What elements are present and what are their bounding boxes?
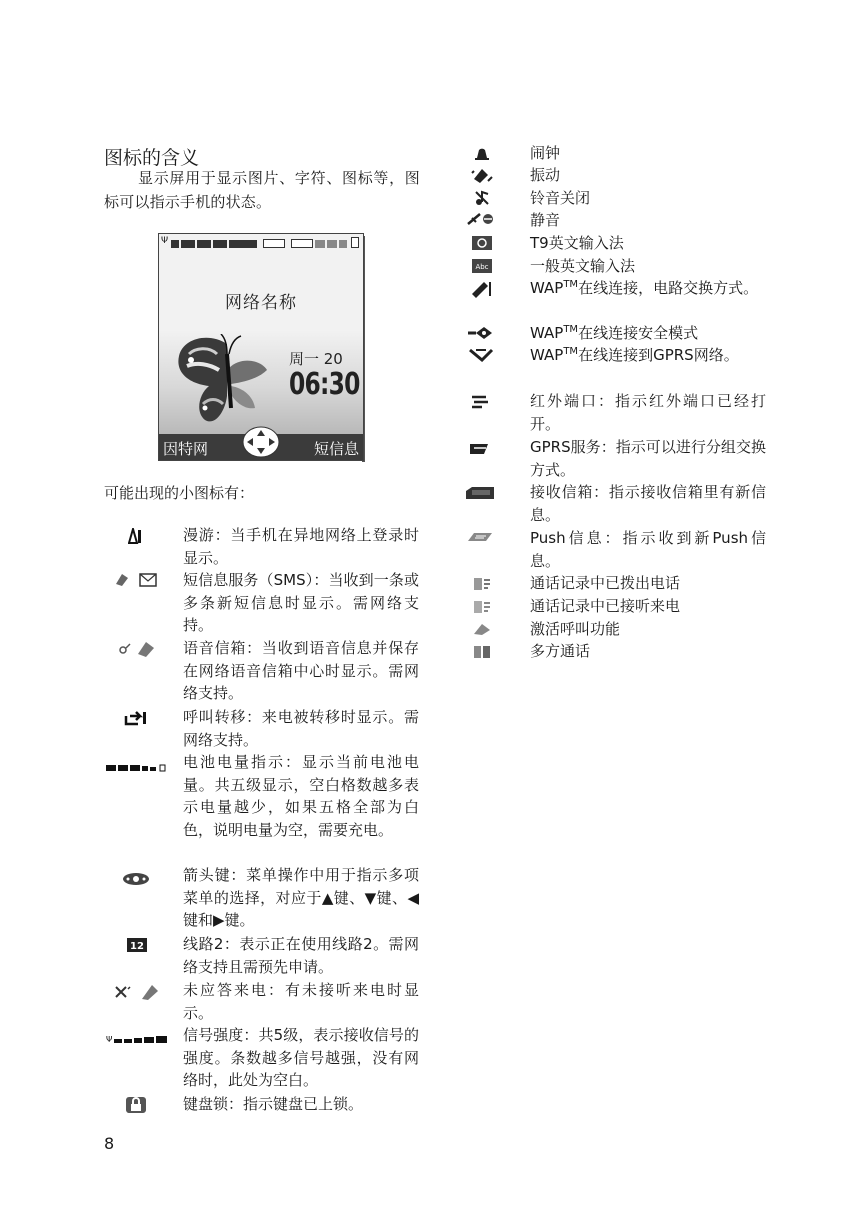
push-icon	[466, 531, 494, 543]
ringer-off-icon	[474, 190, 490, 206]
vibrate-icon	[470, 167, 494, 183]
gprs-icon	[468, 440, 490, 456]
svg-text:Abc: Abc	[475, 263, 489, 271]
right-icon-desc-wap-online: WAP™在线连接，电路交换方式。	[530, 279, 759, 297]
left-icon-desc-roaming: 漫游：当手机在异地网络上登录时显示。	[183, 526, 419, 567]
right-icon-desc-t9: T9英文输入法	[530, 234, 624, 252]
page-number: 8	[104, 1134, 115, 1153]
date-display: 周一 20	[289, 350, 343, 368]
left-icon-desc-arrow-key: 箭头键：菜单操作中用于指示多项菜单的选择，对应于▲键、▼键、◀键和▶键。	[183, 866, 419, 929]
infrared-icon	[470, 394, 490, 410]
right-icon-desc-active-call: 激活呼叫功能	[530, 620, 621, 638]
sms-icon	[114, 572, 158, 588]
status-bar	[159, 234, 363, 250]
keypad-lock-icon	[126, 1097, 146, 1113]
antenna-icon: Ψ	[161, 236, 169, 246]
alarm-icon	[474, 146, 490, 160]
left-icon-desc-call-divert: 呼叫转移：来电被转移时显示。需网络支持。	[183, 708, 419, 749]
signal-strength-icon	[106, 1034, 168, 1044]
right-icon-desc-alarm: 闹钟	[530, 144, 561, 162]
inbox-icon	[464, 485, 496, 501]
missed-call-icon	[114, 983, 160, 1001]
left-softkey[interactable]: 因特网	[163, 440, 209, 458]
right-icon-desc-received-call: 通话记录中已接听来电	[530, 597, 681, 615]
left-icon-desc-battery: 电池电量指示：显示当前电池电量。共五级显示，空白格数越多表示电量越少，如果五格全部为白色，说明电量为空，需要充电。	[183, 753, 419, 839]
navigation-key-icon[interactable]	[241, 424, 281, 460]
right-icon-desc-conference: 多方通话	[530, 642, 591, 660]
phone-screen	[158, 233, 364, 461]
left-icon-desc-missed-call: 未应答来电：有未接听来电时显示。	[183, 981, 419, 1022]
wap-secure-icon	[466, 326, 496, 340]
line2-icon	[127, 938, 147, 952]
call-divert-icon	[124, 710, 148, 726]
left-icon-desc-sms: 短信息服务（SMS）：当收到一条或多条新短信息时显示。需网络支持。	[183, 571, 419, 634]
conference-icon	[472, 644, 492, 660]
left-icon-desc-signal: 信号强度：共5级，表示接收信号的强度。条数越多信号越强，没有网络时，此处为空白。	[183, 1026, 419, 1089]
left-icon-desc-voicemail: 语音信箱：当收到语音信息并保存在网络语音信箱中心时显示。需网络支持。	[183, 639, 419, 702]
right-icon-desc-inbox: 接收信箱：指示接收信箱里有新信息。	[530, 483, 766, 524]
right-icon-desc-abc: 一般英文输入法	[530, 257, 636, 275]
right-icon-desc-gprs: GPRS服务：指示可以进行分组交换方式。	[530, 438, 766, 479]
clock-display: 06:30	[289, 367, 360, 402]
roaming-icon	[128, 528, 142, 544]
intro-paragraph: 显示屏用于显示图片、字符、图标等，图标可以指示手机的状态。	[104, 169, 420, 211]
right-icon-desc-infrared: 红外端口：指示红外端口已经打开。	[530, 392, 766, 433]
right-icon-desc-push: Push信息：指示收到新Push信息。	[530, 529, 766, 570]
butterfly-image	[169, 334, 279, 430]
arrow-key-icon	[122, 871, 150, 885]
right-icon-desc-dialed-call: 通话记录中已拨出电话	[530, 574, 681, 592]
voicemail-icon	[118, 640, 156, 658]
right-icon-desc-wap-secure: WAP™在线连接安全模式	[530, 324, 699, 342]
t9-icon	[472, 236, 492, 250]
battery-icon	[351, 237, 359, 248]
wap-gprs-icon	[468, 348, 494, 362]
left-icon-desc-line2: 线路2：表示正在使用线路2。需网络支持且需预先申请。	[183, 935, 419, 976]
abc-icon	[472, 259, 492, 273]
svg-text:12: 12	[130, 941, 144, 952]
right-icon-desc-ringer-off: 铃音关闭	[530, 189, 591, 207]
left-icon-desc-keypad-lock: 键盘锁：指示键盘已上锁。	[183, 1095, 364, 1113]
right-icon-desc-wap-gprs: WAP™在线连接到GPRS网络。	[530, 346, 739, 364]
battery-level-icon	[106, 764, 166, 772]
wap-online-icon	[470, 280, 492, 298]
network-name: 网络名称	[225, 293, 297, 313]
received-call-icon	[472, 599, 492, 615]
dialed-call-icon	[472, 576, 492, 592]
mute-icon	[466, 212, 498, 226]
right-softkey[interactable]: 短信息	[313, 440, 359, 458]
svg-text:Ψ: Ψ	[106, 1035, 113, 1044]
icon-list-heading: 可能出现的小图标有：	[104, 484, 255, 502]
right-icon-desc-mute: 静音	[530, 211, 561, 229]
active-call-icon	[472, 622, 492, 636]
section-title: 图标的含义	[104, 147, 200, 169]
right-icon-desc-vibrate: 振动	[530, 166, 561, 184]
